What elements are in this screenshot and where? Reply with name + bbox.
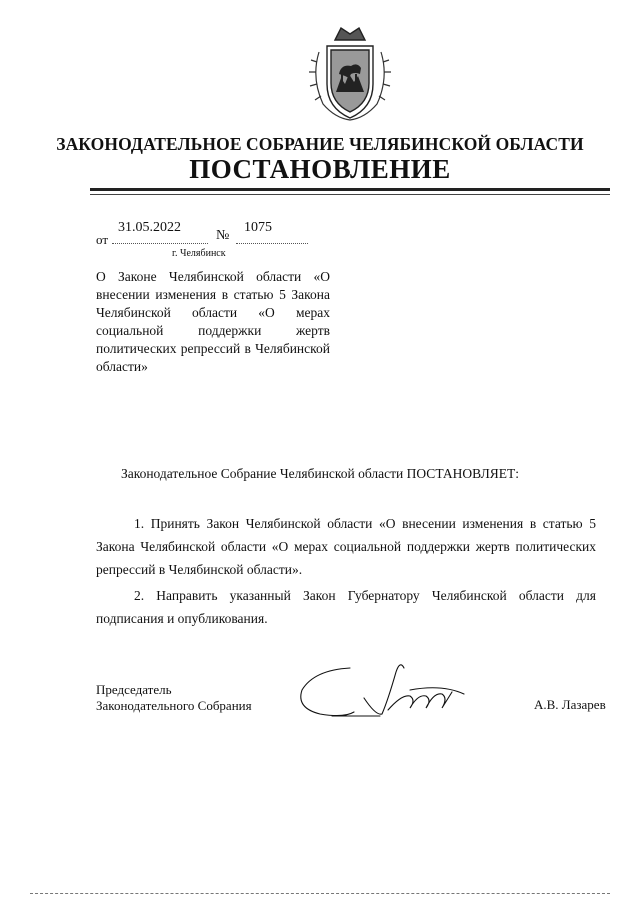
footer-divider — [30, 893, 610, 894]
document-subject: О Законе Челябинской области «О внесении изменения в статью 5 Закона Челябинской области «О мерах социальной поддержки жертв политических репрессий в Челябинской области» — [96, 269, 330, 374]
date-underline — [112, 243, 208, 244]
header-divider-thin — [90, 194, 610, 195]
organization-title: ЗАКОНОДАТЕЛЬНОЕ СОБРАНИЕ ЧЕЛЯБИНСКОЙ ОБЛАСТИ — [56, 134, 584, 154]
city-label: г. Челябинск — [172, 248, 226, 259]
number-sign: № — [216, 228, 230, 243]
signatory-title-line2: Законодательного Собрания — [96, 698, 252, 713]
resolution-preamble: Законодательное Собрание Челябинской области ПОСТАНОВЛЯЕТ: — [120, 466, 520, 481]
number-underline — [236, 243, 308, 244]
resolution-item-2: 2. Направить указанный Закон Губернатору Челябинской области для подписания и опубликования. — [96, 588, 596, 626]
date-prefix: от — [96, 232, 109, 247]
document-number: 1075 — [244, 220, 272, 235]
handwritten-signature-icon — [292, 654, 482, 728]
signatory-name: А.В. Лазарев — [534, 697, 606, 712]
document-type-title: ПОСТАНОВЛЕНИЕ — [189, 154, 451, 184]
document-date: 31.05.2022 — [118, 220, 181, 235]
signatory-title-line1: Председатель — [96, 682, 172, 697]
header-divider-thick — [90, 188, 610, 191]
coat-of-arms-icon — [305, 22, 395, 122]
resolution-item-1: 1. Принять Закон Челябинской области «О внесении изменения в статью 5 Закона Челябинской области «О мерах социальной поддержки жертв политических репрессий в Челябинской области». — [96, 516, 596, 577]
signatory-title — [96, 682, 252, 714]
